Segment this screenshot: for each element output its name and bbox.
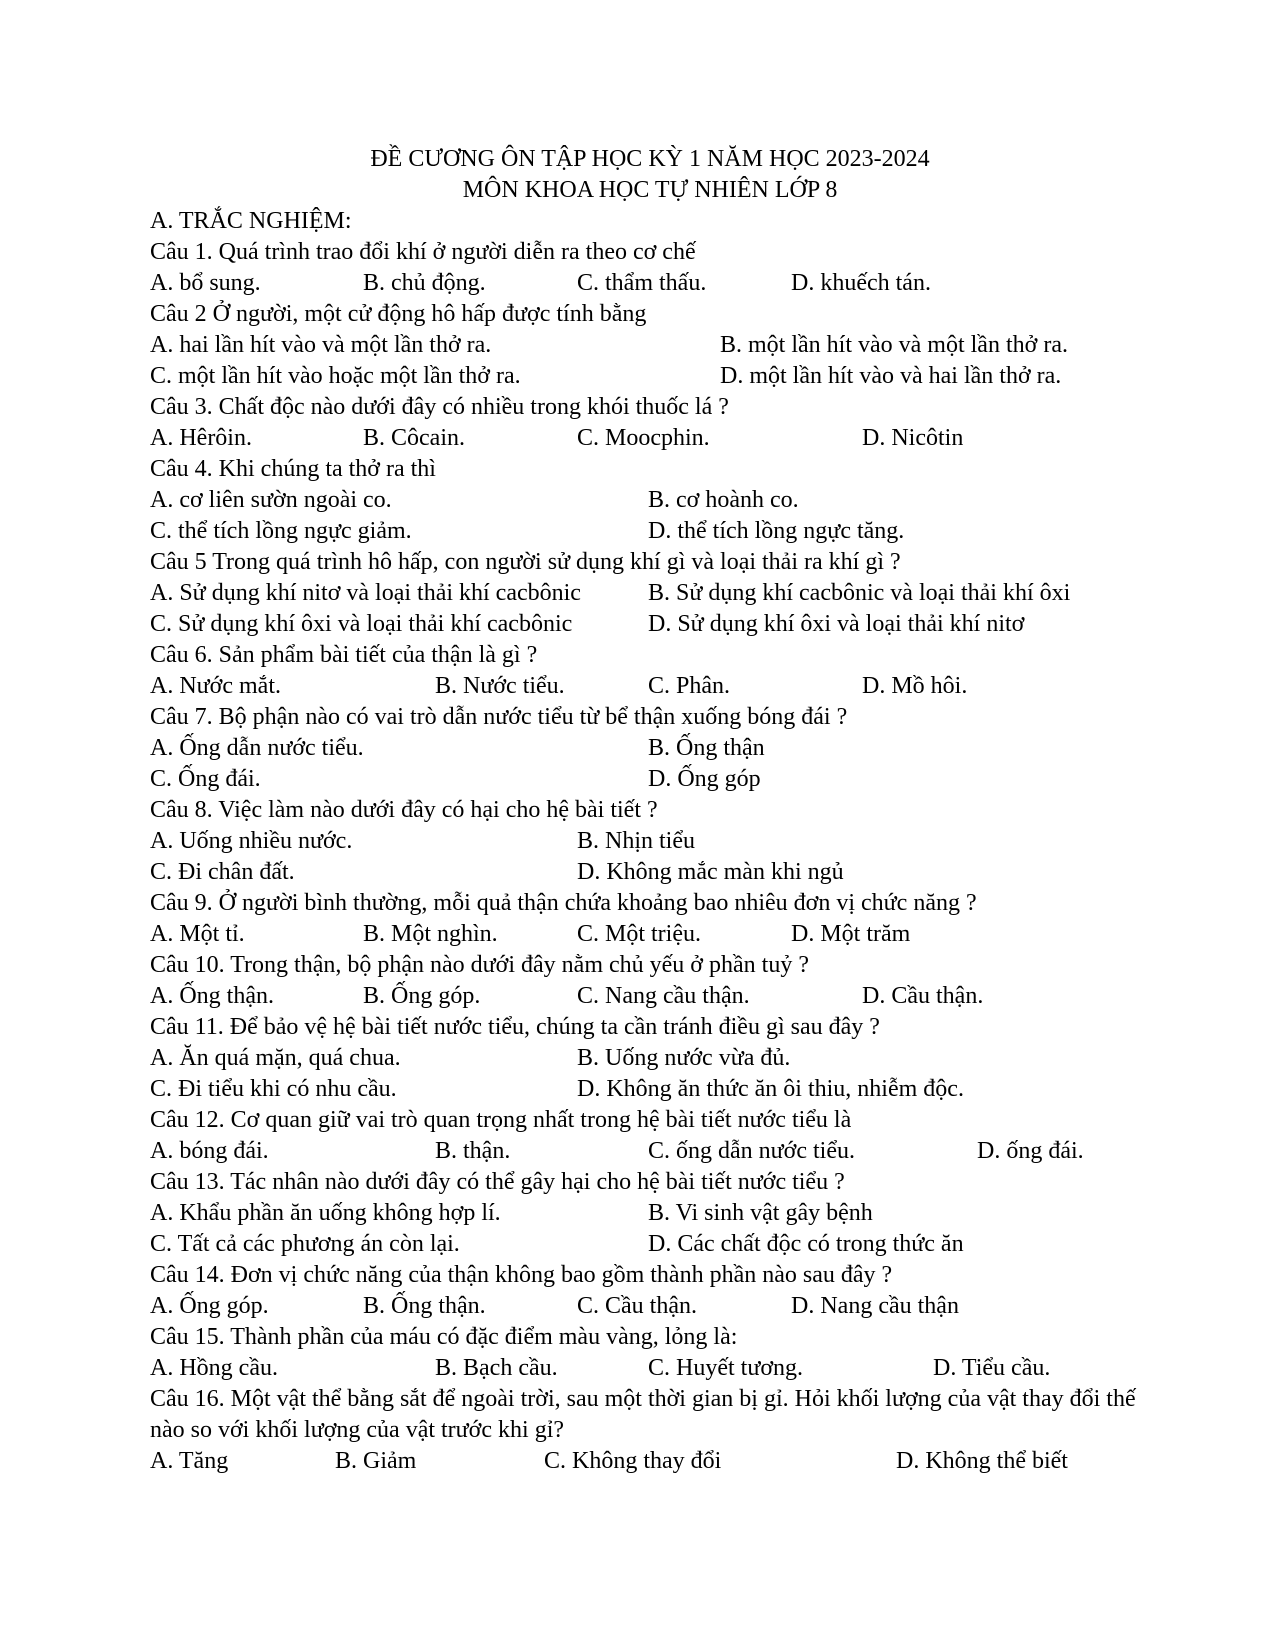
options-3 — [150, 423, 1150, 454]
option-c: C. Đi tiểu khi có nhu cầu. — [150, 1076, 397, 1102]
option-b: B. Nước tiểu. — [435, 673, 565, 699]
option-d: D. Không mắc màn khi ngủ — [577, 859, 844, 885]
option-b: B. Sử dụng khí cacbônic và loại thải khí ôxi — [648, 580, 1071, 606]
question-6: Câu 6. Sản phẩm bài tiết của thận là gì ? — [150, 642, 538, 668]
option-c: C. Nang cầu thận. — [577, 983, 750, 1009]
option-d: D. Cầu thận. — [862, 983, 984, 1009]
option-b: B. thận. — [435, 1138, 511, 1164]
options-2a — [150, 330, 1150, 361]
option-b: B. Giảm — [335, 1448, 417, 1474]
option-b: B. cơ hoành co. — [648, 487, 799, 513]
question-4: Câu 4. Khi chúng ta thở ra thì — [150, 456, 436, 482]
option-d: D. Một trăm — [791, 921, 911, 947]
option-c: C. Đi chân đất. — [150, 859, 295, 885]
options-16 — [150, 1446, 1150, 1477]
option-a: A. Ăn quá mặn, quá chua. — [150, 1045, 401, 1071]
option-d: D. Sử dụng khí ôxi và loại thải khí nitơ — [648, 611, 1025, 637]
options-5a — [150, 578, 1150, 609]
option-a: A. cơ liên sườn ngoài co. — [150, 487, 392, 513]
option-a: A. Khẩu phần ăn uống không hợp lí. — [150, 1200, 501, 1226]
option-d: D. Không ăn thức ăn ôi thiu, nhiễm độc. — [577, 1076, 964, 1102]
option-d: D. thể tích lồng ngực tăng. — [648, 518, 905, 544]
option-a: A. Uống nhiều nước. — [150, 828, 353, 854]
option-b: B. Côcain. — [363, 425, 465, 451]
option-d: D. Tiểu cầu. — [933, 1355, 1051, 1381]
option-d: D. Các chất độc có trong thức ăn — [648, 1231, 964, 1257]
document-page — [150, 144, 1150, 1477]
option-d: D. Nicôtin — [862, 425, 964, 451]
option-c: C. Sử dụng khí ôxi và loại thải khí cacbônic — [150, 611, 573, 637]
option-a: A. Hêrôin. — [150, 425, 252, 451]
section-heading: A. TRẮC NGHIỆM: — [150, 208, 352, 234]
options-7b — [150, 764, 1150, 795]
options-9 — [150, 919, 1150, 950]
options-12 — [150, 1136, 1150, 1167]
question-9: Câu 9. Ở người bình thường, mỗi quả thận chứa khoảng bao nhiêu đơn vị chức năng ? — [150, 890, 977, 916]
options-2b — [150, 361, 1150, 392]
option-b: B. Ống thận. — [363, 1293, 486, 1319]
option-c: C. thể tích lồng ngực giảm. — [150, 518, 412, 544]
options-14 — [150, 1291, 1150, 1322]
question-11: Câu 11. Để bảo vệ hệ bài tiết nước tiểu, chúng ta cần tránh điều gì sau đây ? — [150, 1014, 880, 1040]
options-10 — [150, 981, 1150, 1012]
option-a: A. Nước mắt. — [150, 673, 282, 699]
options-6 — [150, 671, 1150, 702]
question-1: Câu 1. Quá trình trao đổi khí ở người diễn ra theo cơ chế — [150, 239, 696, 265]
option-d: D. khuếch tán. — [791, 270, 931, 296]
option-a: A. Ống góp. — [150, 1293, 269, 1319]
option-b: B. Ống thận — [648, 735, 765, 761]
options-8a — [150, 826, 1150, 857]
option-c: C. Huyết tương. — [648, 1355, 804, 1381]
option-d: D. Mồ hôi. — [862, 673, 968, 699]
option-c: C. Ống đái. — [150, 766, 261, 792]
option-a: A. Ống dẫn nước tiểu. — [150, 735, 364, 761]
option-b: B. Một nghìn. — [363, 921, 498, 947]
option-a: A. Sử dụng khí nitơ và loại thải khí cacbônic — [150, 580, 581, 606]
question-12: Câu 12. Cơ quan giữ vai trò quan trọng nhất trong hệ bài tiết nước tiểu là — [150, 1107, 852, 1133]
question-16: Câu 16. Một vật thể bằng sắt để ngoài trời, sau một thời gian bị gỉ. Hỏi khối lượng của vật thay đổi thế nào so với khối lượng của vật trước khi gỉ? — [150, 1386, 1136, 1443]
option-b: B. một lần hít vào và một lần thở ra. — [720, 332, 1068, 358]
option-b: B. Bạch cầu. — [435, 1355, 558, 1381]
options-13a — [150, 1198, 1150, 1229]
document-title: ĐỀ CƯƠNG ÔN TẬP HỌC KỲ 1 NĂM HỌC 2023-2024 — [370, 146, 930, 172]
option-d: D. Không thể biết — [896, 1448, 1068, 1474]
question-7: Câu 7. Bộ phận nào có vai trò dẫn nước tiểu từ bể thận xuống bóng đái ? — [150, 704, 848, 730]
option-d: D. ống đái. — [977, 1138, 1084, 1164]
options-11b — [150, 1074, 1150, 1105]
question-5: Câu 5 Trong quá trình hô hấp, con người sử dụng khí gì và loại thải ra khí gì ? — [150, 549, 901, 575]
option-c: C. Phân. — [648, 673, 731, 699]
options-4a — [150, 485, 1150, 516]
options-5b — [150, 609, 1150, 640]
option-b: B. Vi sinh vật gây bệnh — [648, 1200, 873, 1226]
option-b: B. Nhịn tiểu — [577, 828, 695, 854]
option-a: A. bóng đái. — [150, 1138, 269, 1164]
option-d: D. Ống góp — [648, 766, 761, 792]
question-15: Câu 15. Thành phần của máu có đặc điểm màu vàng, lỏng là: — [150, 1324, 738, 1350]
option-c: C. Một triệu. — [577, 921, 701, 947]
option-b: B. chủ động. — [363, 270, 486, 296]
question-3: Câu 3. Chất độc nào dưới đây có nhiều trong khói thuốc lá ? — [150, 394, 729, 420]
question-13: Câu 13. Tác nhân nào dưới đây có thể gây hại cho hệ bài tiết nước tiểu ? — [150, 1169, 845, 1195]
option-a: A. Hồng cầu. — [150, 1355, 278, 1381]
options-15 — [150, 1353, 1150, 1384]
option-a: A. Một tỉ. — [150, 921, 245, 947]
option-a: A. Tăng — [150, 1448, 229, 1474]
option-d: D. một lần hít vào và hai lần thở ra. — [720, 363, 1062, 389]
question-10: Câu 10. Trong thận, bộ phận nào dưới đây nằm chủ yếu ở phần tuỷ ? — [150, 952, 809, 978]
option-a: A. bổ sung. — [150, 270, 261, 296]
question-8: Câu 8. Việc làm nào dưới đây có hại cho hệ bài tiết ? — [150, 797, 658, 823]
options-1 — [150, 268, 1150, 299]
option-c: C. Moocphin. — [577, 425, 710, 451]
option-a: A. hai lần hít vào và một lần thở ra. — [150, 332, 492, 358]
options-7a — [150, 733, 1150, 764]
options-11a — [150, 1043, 1150, 1074]
option-c: C. Tất cả các phương án còn lại. — [150, 1231, 460, 1257]
options-8b — [150, 857, 1150, 888]
option-c: C. thẩm thấu. — [577, 270, 707, 296]
question-2: Câu 2 Ở người, một cử động hô hấp được tính bằng — [150, 301, 647, 327]
option-c: C. một lần hít vào hoặc một lần thở ra. — [150, 363, 521, 389]
question-14: Câu 14. Đơn vị chức năng của thận không bao gồm thành phần nào sau đây ? — [150, 1262, 893, 1288]
option-a: A. Ống thận. — [150, 983, 274, 1009]
option-d: D. Nang cầu thận — [791, 1293, 959, 1319]
option-c: C. Cầu thận. — [577, 1293, 697, 1319]
document-subtitle: MÔN KHOA HỌC TỰ NHIÊN LỚP 8 — [462, 177, 838, 203]
options-4b — [150, 516, 1150, 547]
options-13b — [150, 1229, 1150, 1260]
option-c: C. ống dẫn nước tiểu. — [648, 1138, 855, 1164]
option-b: B. Ống góp. — [363, 983, 481, 1009]
option-b: B. Uống nước vừa đủ. — [577, 1045, 791, 1071]
option-c: C. Không thay đổi — [544, 1448, 722, 1474]
